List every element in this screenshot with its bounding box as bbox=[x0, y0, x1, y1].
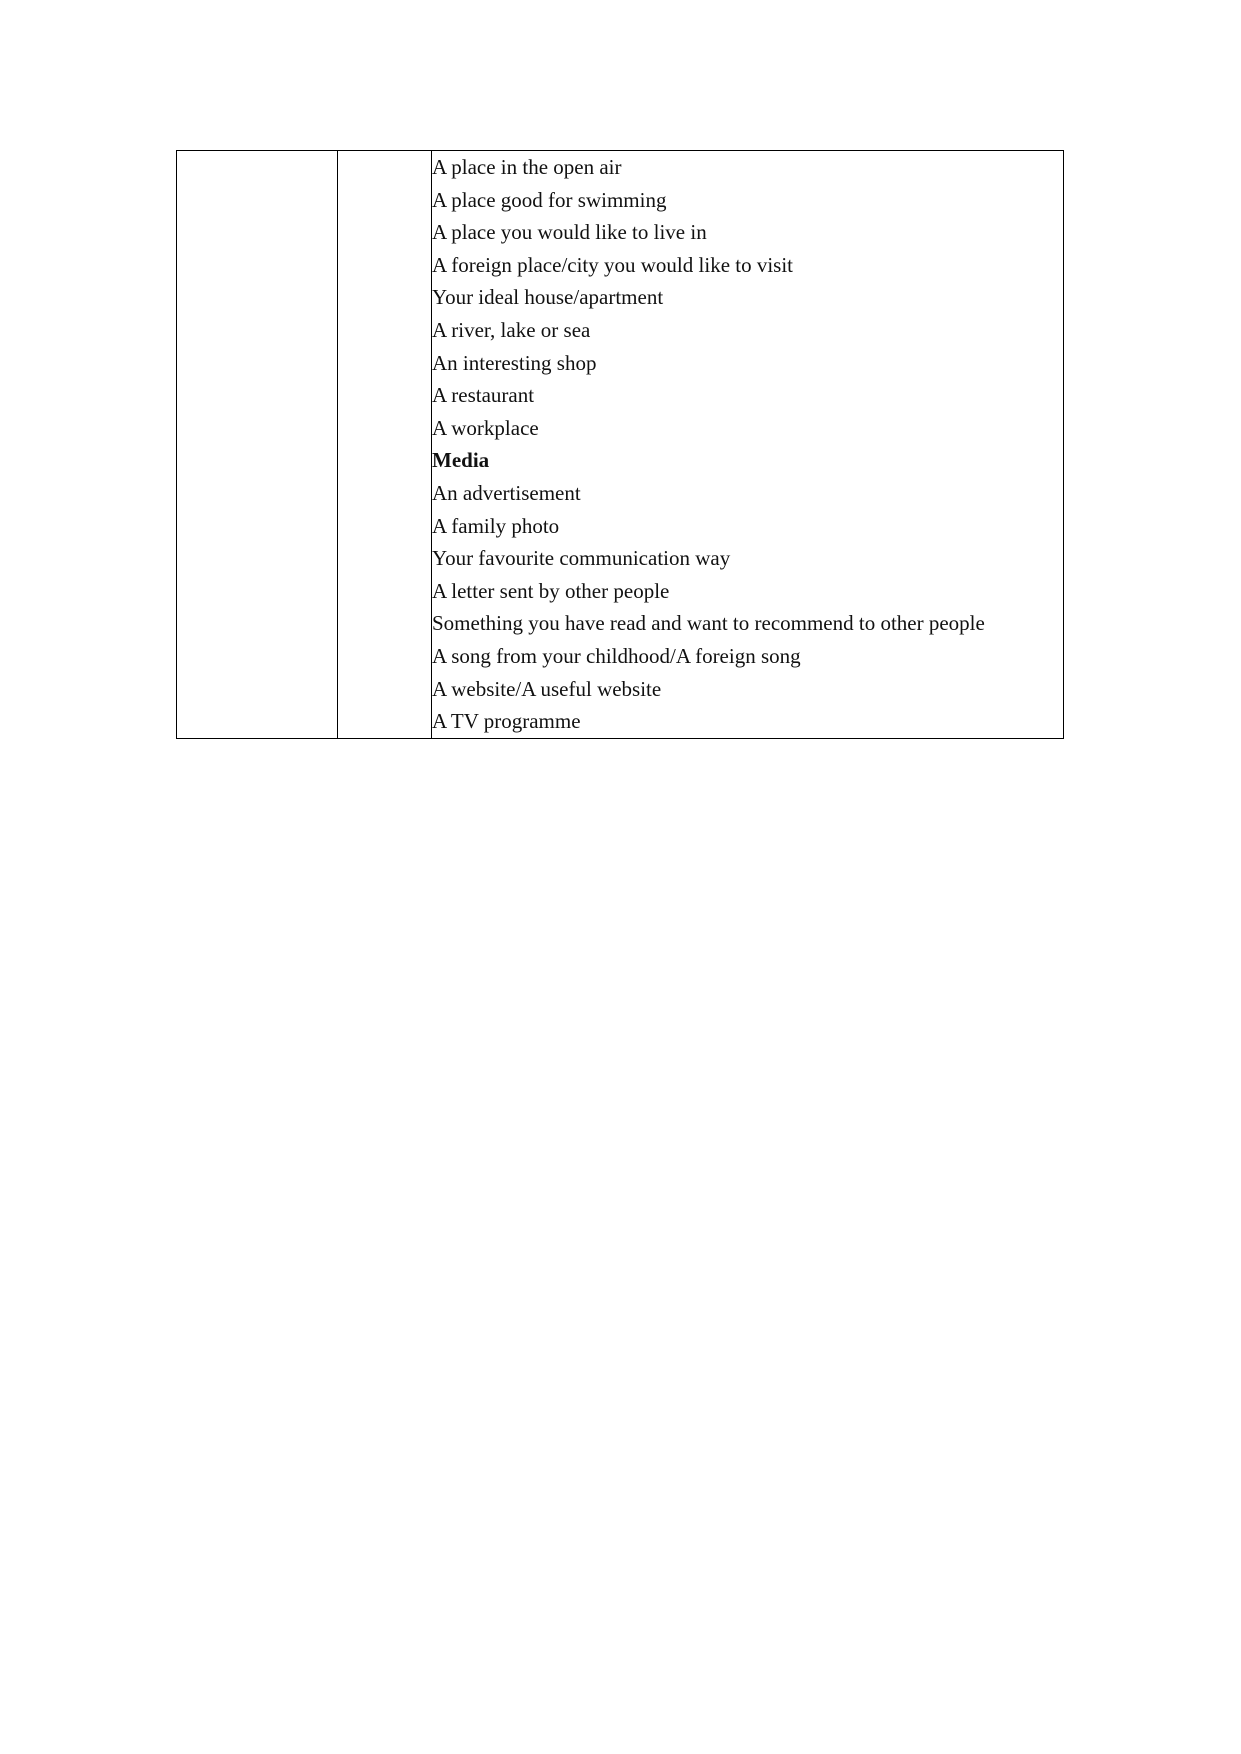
topic-item: An interesting shop bbox=[432, 350, 597, 375]
topic-item: A song from your childhood/A foreign song bbox=[432, 643, 801, 668]
topic-item: A place you would like to live in bbox=[432, 220, 707, 245]
topic-item: A place in the open air bbox=[432, 155, 622, 179]
topic-item: A website/A useful website bbox=[432, 676, 662, 701]
topic-item: A workplace bbox=[432, 415, 539, 440]
topic-item: Your ideal house/apartment bbox=[432, 285, 664, 310]
topic-item: Something you have read and want to recommend to other people bbox=[432, 611, 985, 636]
topic-item: An advertisement bbox=[432, 480, 581, 505]
empty-cell-second-column bbox=[338, 151, 432, 739]
section-heading-media: Media bbox=[432, 448, 490, 473]
empty-cell-first-column bbox=[177, 151, 338, 739]
table-row bbox=[177, 151, 1064, 739]
topic-item: A river, lake or sea bbox=[432, 317, 591, 342]
topics-table bbox=[176, 150, 1064, 739]
topic-item: A family photo bbox=[432, 513, 560, 538]
topic-item: A TV programme bbox=[432, 709, 581, 734]
topic-item: A restaurant bbox=[432, 383, 535, 408]
topic-item: A foreign place/city you would like to visit bbox=[432, 252, 794, 277]
topics-cell bbox=[432, 151, 1064, 739]
topic-list bbox=[432, 151, 1063, 738]
topic-item: A place good for swimming bbox=[432, 187, 667, 212]
topic-item: Your favourite communication way bbox=[432, 546, 731, 571]
topic-item: A letter sent by other people bbox=[432, 578, 670, 603]
